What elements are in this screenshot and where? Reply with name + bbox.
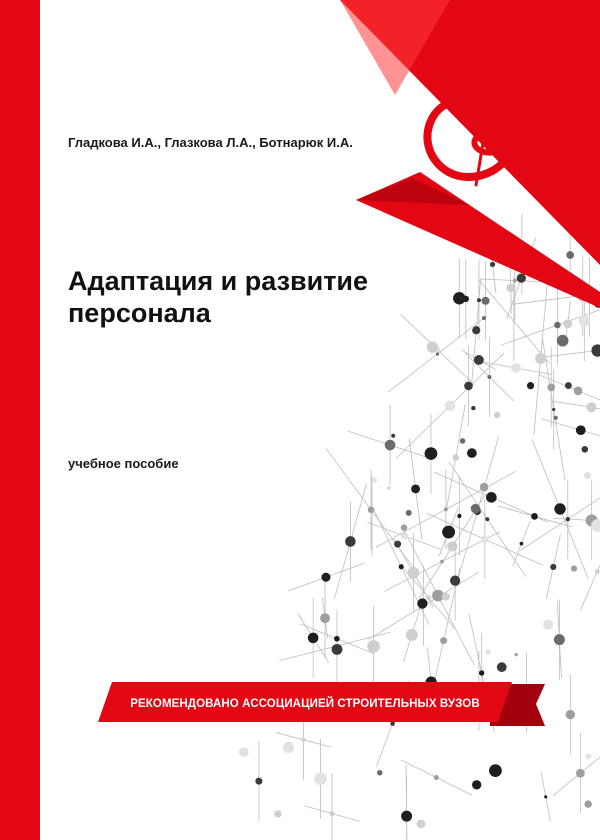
authors-line: Гладкова И.А., Глазкова Л.А., Ботнарюк И.А. [68, 135, 353, 150]
book-type: учебное пособие [68, 456, 179, 471]
banner-text: РЕКОМЕНДОВАНО АССОЦИАЦИЕЙ СТРОИТЕЛЬНЫХ ВУЗОВ [130, 698, 480, 710]
book-title: Адаптация и развитие персонала [68, 266, 369, 328]
